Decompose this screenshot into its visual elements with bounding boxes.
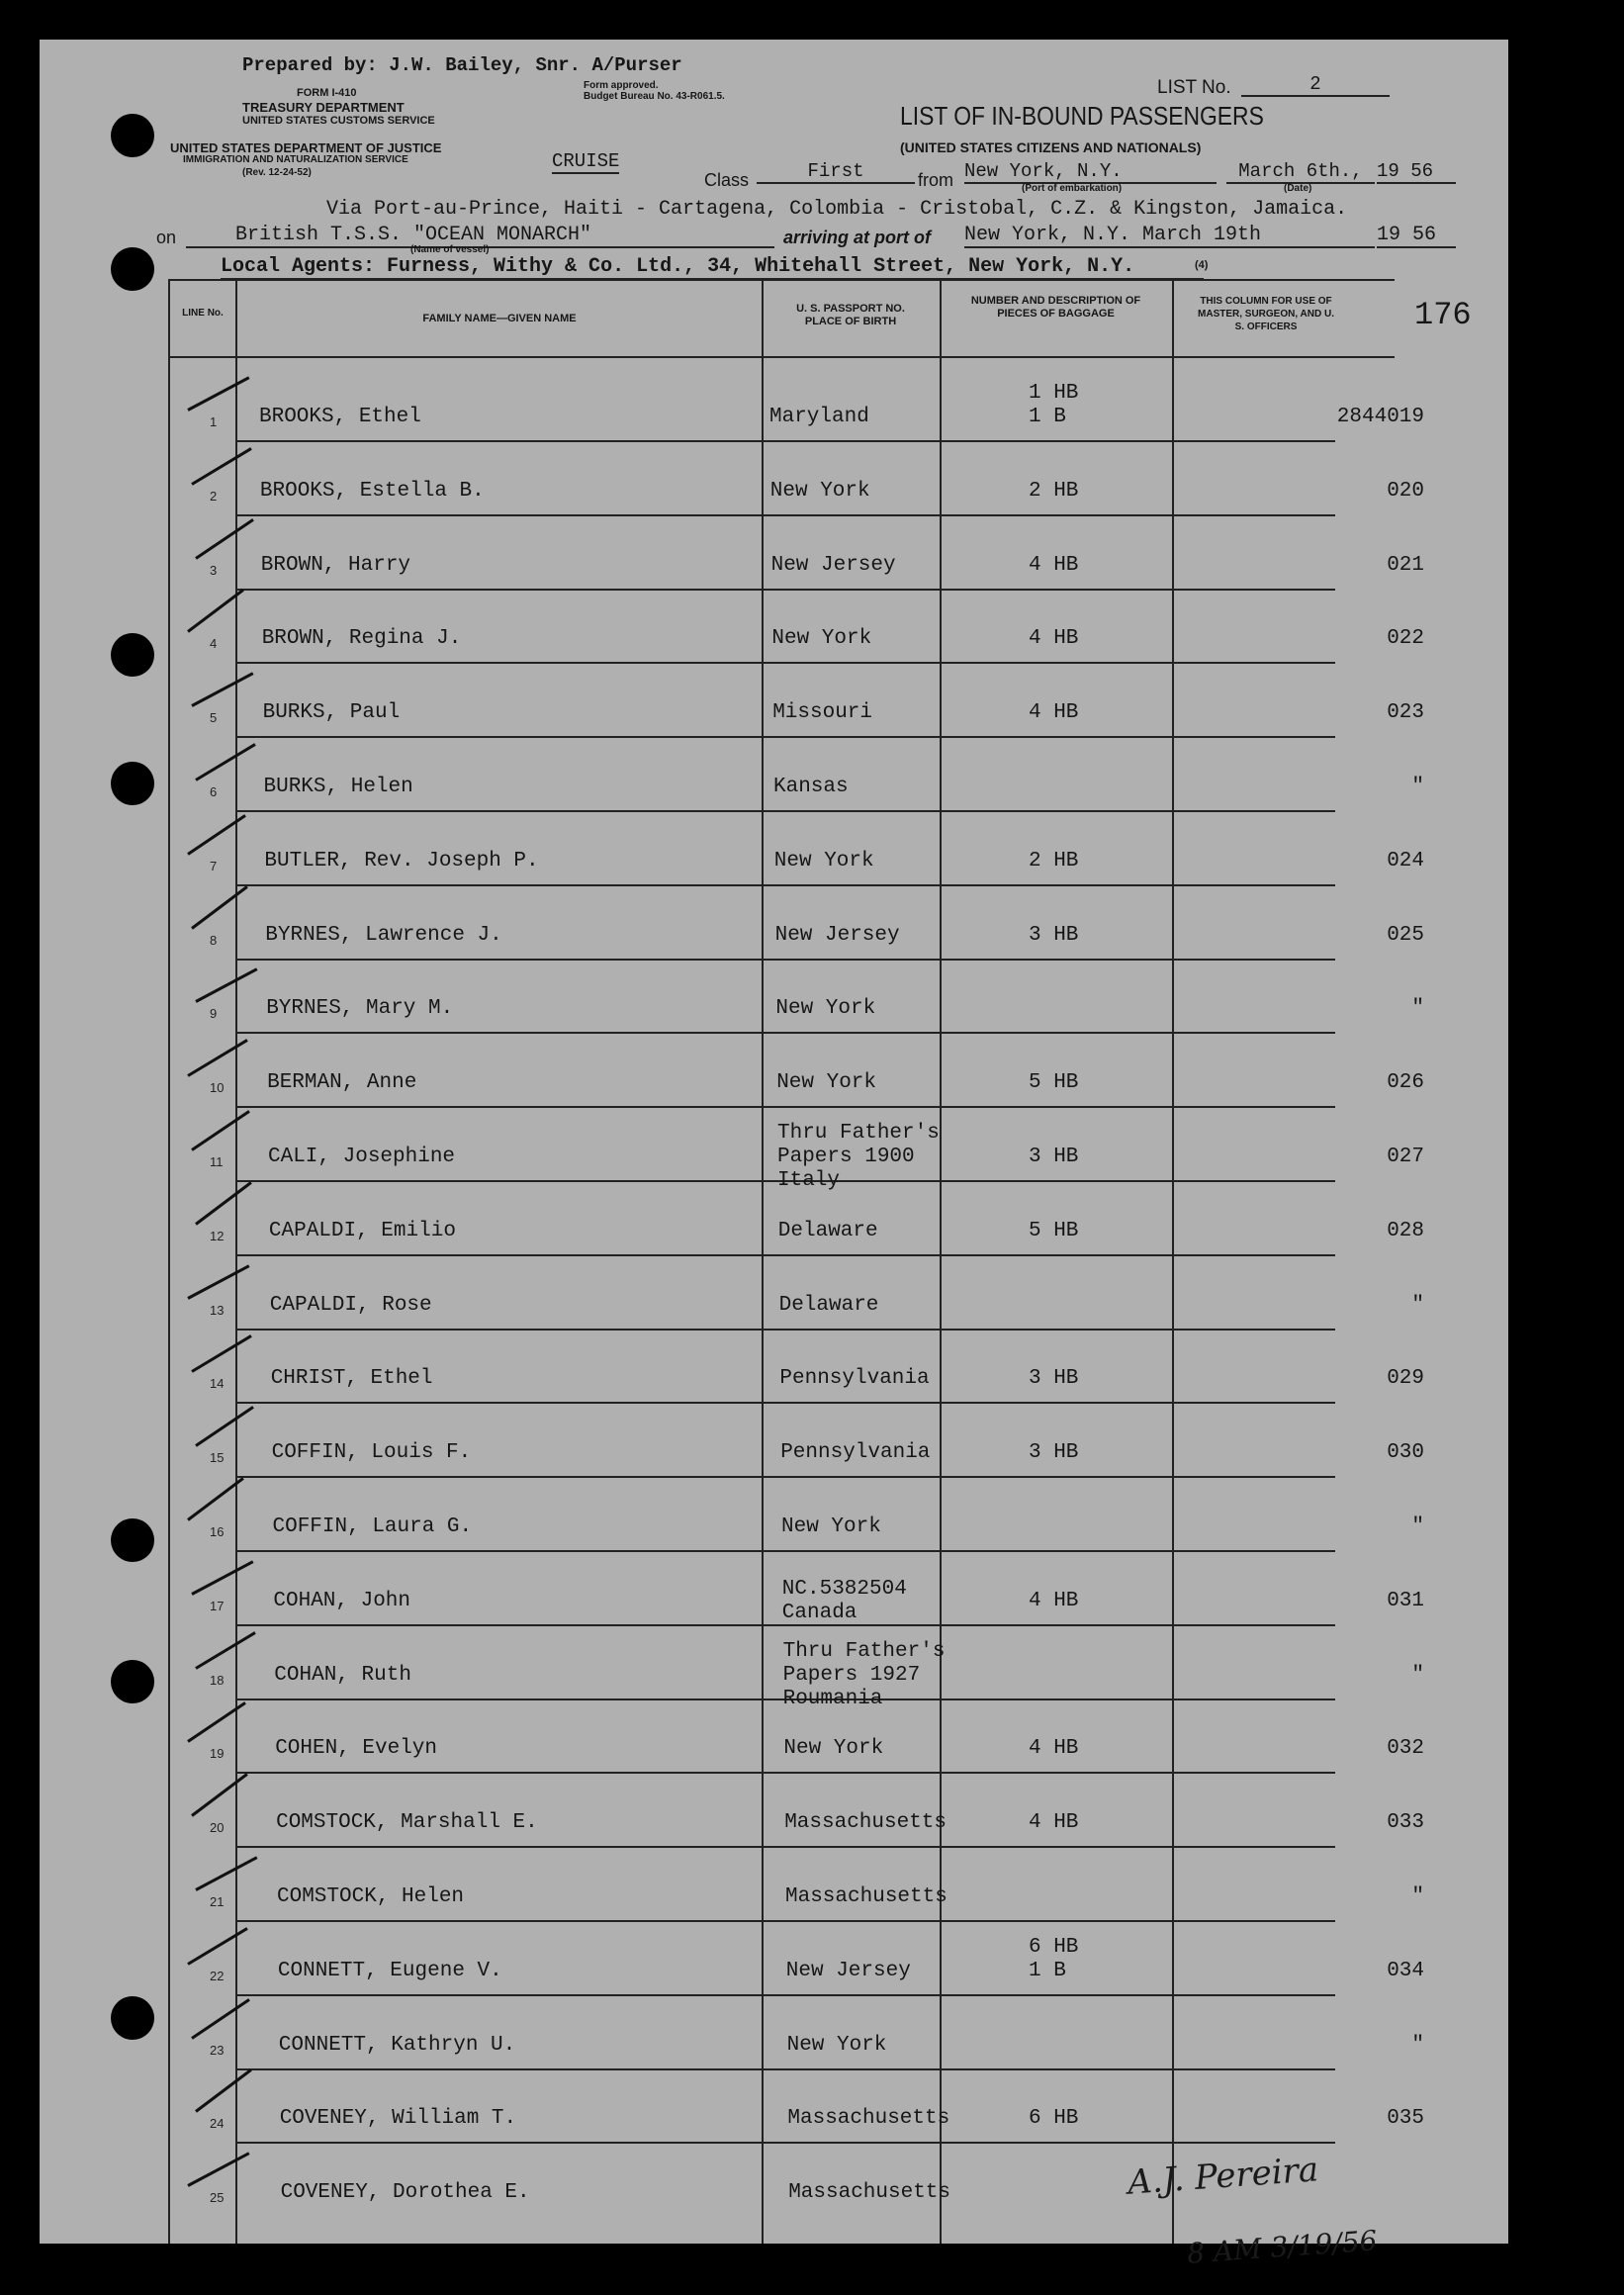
cruise-label: CRUISE: [552, 150, 620, 172]
check-mark: [195, 1631, 256, 1670]
baggage: 5 HB: [1029, 1219, 1079, 1242]
passenger-name: BURKS, Helen: [263, 776, 413, 798]
col-divider: [762, 279, 764, 2244]
check-mark: [187, 1927, 248, 1966]
col-divider: [1172, 279, 1174, 2244]
birth-place: Roumania: [782, 1687, 883, 1710]
check-mark: [195, 968, 257, 1004]
arriving-label: arriving at port of: [783, 228, 932, 247]
treasury-dept: TREASURY DEPARTMENT: [242, 100, 405, 115]
baggage: 3 HB: [1029, 1441, 1079, 1465]
port-embarkation-caption: (Port of embarkation): [1022, 183, 1123, 194]
table-header-border: [168, 356, 1395, 358]
birth-place: New York: [786, 2033, 887, 2057]
route: Via Port-au-Prince, Haiti - Cartagena, Colombia - Cristobal, C.Z. & Kingston, Jamaica.: [326, 198, 1348, 221]
line-number: 4: [210, 636, 218, 652]
row-rule: [235, 514, 1335, 516]
row-rule: [235, 736, 1335, 738]
passenger-name: COMSTOCK, Marshall E.: [276, 1811, 538, 1835]
baggage: 6 HB: [1029, 1935, 1079, 1959]
check-mark: [187, 1264, 249, 1300]
check-mark: [191, 1560, 253, 1596]
birth-place: New Jersey: [785, 1959, 911, 1982]
birth-place: Delaware: [777, 1219, 878, 1242]
baggage: 5 HB: [1029, 1071, 1079, 1095]
binder-hole: [111, 633, 154, 677]
inspection-stamp: 8 AM 3/19/56: [1186, 2224, 1379, 2270]
passenger-name: CALI, Josephine: [268, 1146, 456, 1168]
passenger-name: CAPALDI, Emilio: [268, 1219, 456, 1242]
birth-place: Massachusetts: [785, 1885, 947, 1908]
budget-bureau: Budget Bureau No. 43-R061.5.: [584, 91, 725, 102]
class-value: First: [757, 160, 915, 184]
check-mark: [191, 1335, 252, 1374]
officer-number: ": [1411, 776, 1424, 798]
officer-number: 021: [1387, 553, 1424, 577]
embarkation-date: March 6th.,: [1226, 160, 1375, 184]
col-header-baggage: NUMBER AND DESCRIPTION OF PIECES OF BAGGAGE: [970, 295, 1141, 320]
row-rule: [235, 1772, 1335, 1774]
officer-number: 022: [1387, 627, 1424, 651]
line-number: 3: [210, 562, 218, 578]
birth-place: New York: [775, 997, 876, 1021]
row-rule: [235, 810, 1335, 812]
row-rule: [235, 2142, 1335, 2144]
passenger-name: COVENEY, Dorothea E.: [280, 2181, 530, 2205]
col-divider: [235, 279, 237, 2244]
officer-number: 033: [1387, 1811, 1424, 1835]
prepared-by: Prepared by: J.W. Bailey, Snr. A/Purser: [242, 54, 682, 76]
manifest-page: [40, 40, 1508, 2270]
officer-number: 035: [1387, 2107, 1424, 2131]
row-rule: [235, 1254, 1335, 1256]
officer-number: 031: [1387, 1589, 1424, 1612]
line-number: 25: [210, 2190, 225, 2206]
officer-number: 034: [1387, 1959, 1424, 1982]
passenger-name: COVENEY, William T.: [279, 2107, 517, 2131]
local-agents: Local Agents: Furness, Withy & Co. Ltd., 34, Whitehall Street, New York, N.Y.: [221, 255, 1204, 280]
baggage: 4 HB: [1029, 1737, 1079, 1761]
baggage: 1 B: [1029, 406, 1066, 428]
line-number: 15: [210, 1450, 225, 1466]
officer-number: 024: [1387, 849, 1424, 872]
list-no: 2: [1241, 73, 1390, 97]
check-mark: [191, 1998, 250, 2040]
passenger-name: CHRIST, Ethel: [270, 1367, 433, 1391]
baggage: 4 HB: [1029, 701, 1079, 725]
line-number: 14: [210, 1376, 225, 1392]
from-label: from: [918, 170, 953, 190]
agents-note: (4): [1195, 259, 1209, 271]
table-top-border: [168, 279, 1395, 281]
birth-place: Maryland: [769, 406, 869, 428]
line-number: 9: [210, 1006, 218, 1022]
birth-place: Pennsylvania: [780, 1441, 931, 1465]
table-left-border: [168, 279, 170, 2244]
row-rule: [235, 1994, 1335, 1996]
embarkation-port: New York, N.Y.: [964, 160, 1217, 184]
passenger-name: COHAN, John: [273, 1589, 411, 1612]
row-rule: [235, 1402, 1335, 1404]
class-label: Class: [704, 170, 750, 190]
birth-place: Thru Father's: [777, 1122, 940, 1145]
row-rule: [235, 1476, 1335, 1478]
row-rule: [235, 589, 1335, 591]
ins-service: IMMIGRATION AND NATURALIZATION SERVICE: [183, 154, 408, 165]
customs-service: UNITED STATES CUSTOMS SERVICE: [242, 115, 435, 127]
line-number: 19: [210, 1746, 225, 1762]
line-number: 8: [210, 932, 218, 948]
birth-place: New York: [776, 1071, 877, 1095]
row-rule: [235, 1106, 1335, 1108]
binder-hole: [111, 1518, 154, 1562]
check-mark: [195, 743, 256, 781]
line-number: 13: [210, 1302, 225, 1318]
arrival-port-date: New York, N.Y. March 19th: [964, 224, 1375, 248]
officer-number: ": [1411, 1293, 1424, 1317]
officer-number: ": [1411, 1663, 1424, 1687]
check-mark: [195, 2069, 252, 2114]
baggage: 4 HB: [1029, 1589, 1079, 1612]
check-mark: [187, 376, 249, 412]
line-number: 6: [210, 784, 218, 799]
baggage: 3 HB: [1029, 1367, 1079, 1391]
line-number: 11: [210, 1154, 224, 1169]
embarkation-year: 19 56: [1377, 160, 1456, 184]
birth-place: NC.5382504: [781, 1577, 907, 1601]
officer-number: 023: [1387, 701, 1424, 725]
baggage: 2 HB: [1029, 479, 1079, 503]
check-mark: [191, 885, 248, 930]
check-mark: [187, 1039, 248, 1077]
baggage: 1 B: [1029, 1959, 1066, 1982]
birth-place: Delaware: [778, 1293, 879, 1317]
birth-place: Massachusetts: [788, 2181, 951, 2205]
officer-number: 030: [1387, 1441, 1424, 1465]
check-mark: [191, 1110, 250, 1151]
line-number: 7: [210, 858, 218, 873]
birth-place: New Jersey: [774, 923, 900, 947]
passenger-name: BROWN, Regina J.: [261, 627, 462, 651]
birth-place: Canada: [781, 1601, 857, 1624]
birth-place: Papers 1900: [777, 1146, 915, 1168]
row-rule: [235, 440, 1335, 442]
binder-hole: [111, 1996, 154, 2040]
line-number: 10: [210, 1080, 225, 1096]
officer-number: ": [1411, 1515, 1424, 1538]
officer-number: 025: [1387, 923, 1424, 947]
baggage: 6 HB: [1029, 2107, 1079, 2131]
page-number: 176: [1414, 297, 1472, 333]
line-number: 20: [210, 1820, 225, 1836]
binder-hole: [111, 762, 154, 805]
check-mark: [195, 1181, 252, 1226]
birth-place: Italy: [777, 1169, 841, 1192]
passenger-name: BUTLER, Rev. Joseph P.: [264, 849, 539, 872]
birth-place: Massachusetts: [784, 1811, 947, 1835]
line-number: 1: [210, 414, 218, 429]
on-label: on: [156, 228, 177, 247]
form-approved: Form approved.: [584, 80, 659, 91]
line-number: 21: [210, 1894, 225, 1909]
passenger-name: BROWN, Harry: [260, 553, 411, 577]
row-rule: [235, 884, 1335, 886]
birth-place: Pennsylvania: [779, 1367, 930, 1391]
col-divider: [940, 279, 942, 2244]
binder-hole: [111, 1660, 154, 1703]
passenger-name: BROOKS, Estella B.: [259, 479, 485, 503]
check-mark: [191, 1773, 248, 1817]
officer-number: 029: [1387, 1367, 1424, 1391]
birth-place: Kansas: [773, 776, 849, 798]
line-number: 22: [210, 1968, 225, 1983]
baggage: 4 HB: [1029, 1811, 1079, 1835]
baggage: 3 HB: [1029, 1146, 1079, 1168]
officer-number: 032: [1387, 1737, 1424, 1761]
birth-place: Papers 1927: [782, 1663, 921, 1687]
row-rule: [235, 1920, 1335, 1922]
row-rule: [235, 1032, 1335, 1034]
baggage: 4 HB: [1029, 553, 1079, 577]
baggage: 1 HB: [1029, 382, 1079, 405]
manifest-subtitle: (UNITED STATES CITIZENS AND NATIONALS): [900, 139, 1202, 155]
line-number: 5: [210, 710, 218, 726]
passenger-name: BURKS, Paul: [262, 701, 401, 725]
officer-number: ": [1411, 1885, 1424, 1908]
officer-number: ": [1411, 997, 1424, 1021]
passenger-name: BERMAN, Anne: [267, 1071, 417, 1095]
line-number: 18: [210, 1672, 225, 1688]
line-number: 2: [210, 488, 218, 504]
dept-justice: UNITED STATES DEPARTMENT OF JUSTICE: [170, 140, 442, 155]
birth-place: New Jersey: [770, 553, 896, 577]
line-number: 12: [210, 1228, 225, 1243]
officer-number: 027: [1387, 1146, 1424, 1168]
passenger-name: CONNETT, Kathryn U.: [278, 2033, 516, 2057]
inspector-signature: A.J. Pereira: [1126, 2150, 1320, 2203]
baggage: 2 HB: [1029, 849, 1079, 872]
passenger-name: BYRNES, Lawrence J.: [265, 923, 502, 947]
check-mark: [191, 673, 253, 708]
form-number: FORM I-410: [297, 87, 357, 99]
passenger-name: COFFIN, Louis F.: [271, 1441, 472, 1465]
officer-number: 2844019: [1336, 406, 1424, 428]
col-header-passport: U. S. PASSPORT NO. PLACE OF BIRTH: [796, 303, 905, 327]
binder-hole: [111, 114, 154, 157]
manifest-title: LIST OF IN-BOUND PASSENGERS: [900, 101, 1264, 131]
birth-place: New York: [771, 627, 872, 651]
birth-place: Massachusetts: [787, 2107, 950, 2131]
passenger-name: COFFIN, Laura G.: [272, 1515, 473, 1538]
passenger-name: CAPALDI, Rose: [269, 1293, 432, 1317]
arrival-year: 19 56: [1377, 224, 1456, 248]
form-revision: (Rev. 12-24-52): [242, 167, 312, 178]
check-mark: [195, 518, 254, 560]
row-rule: [235, 959, 1335, 961]
baggage: 4 HB: [1029, 627, 1079, 651]
vessel-name: British T.S.S. "OCEAN MONARCH": [186, 224, 774, 248]
check-mark: [195, 1406, 254, 1447]
passenger-name: BYRNES, Mary M.: [266, 997, 454, 1021]
birth-place: Thru Father's: [782, 1639, 946, 1663]
row-rule: [235, 662, 1335, 664]
vessel-caption: (Name of vessel): [410, 244, 490, 255]
birth-place: New York: [781, 1515, 881, 1538]
birth-place: New York: [769, 479, 870, 503]
officer-number: ": [1411, 2033, 1424, 2057]
check-mark: [195, 1856, 257, 1891]
col-header-name: FAMILY NAME—GIVEN NAME: [422, 313, 577, 324]
binder-hole: [111, 247, 154, 291]
list-no-label: LIST No.: [1157, 77, 1231, 98]
row-rule: [235, 1550, 1335, 1552]
row-rule: [235, 1846, 1335, 1848]
passenger-name: CONNETT, Eugene V.: [277, 1959, 502, 1982]
line-number: 16: [210, 1524, 225, 1539]
officer-number: 028: [1387, 1219, 1424, 1242]
line-number: 17: [210, 1598, 225, 1613]
col-header-officers: THIS COLUMN FOR USE OF MASTER, SURGEON, AND U. S. OFFICERS: [1198, 296, 1334, 332]
officer-number: 026: [1387, 1071, 1424, 1095]
date-caption: (Date): [1284, 183, 1312, 194]
line-number: 24: [210, 2116, 225, 2132]
officer-number: 020: [1387, 479, 1424, 503]
row-rule: [235, 2068, 1335, 2070]
birth-place: Missouri: [772, 701, 873, 725]
line-number: 23: [210, 2042, 225, 2058]
passenger-name: COMSTOCK, Helen: [277, 1885, 465, 1908]
passenger-name: COHEN, Evelyn: [275, 1737, 438, 1761]
birth-place: New York: [783, 1737, 884, 1761]
birth-place: New York: [773, 849, 874, 872]
row-rule: [235, 1329, 1335, 1331]
passenger-name: BROOKS, Ethel: [259, 406, 421, 428]
passenger-name: COHAN, Ruth: [274, 1663, 411, 1687]
col-header-line-no: LINE No.: [182, 308, 224, 319]
check-mark: [187, 2153, 249, 2188]
baggage: 3 HB: [1029, 923, 1079, 947]
check-mark: [191, 447, 252, 486]
